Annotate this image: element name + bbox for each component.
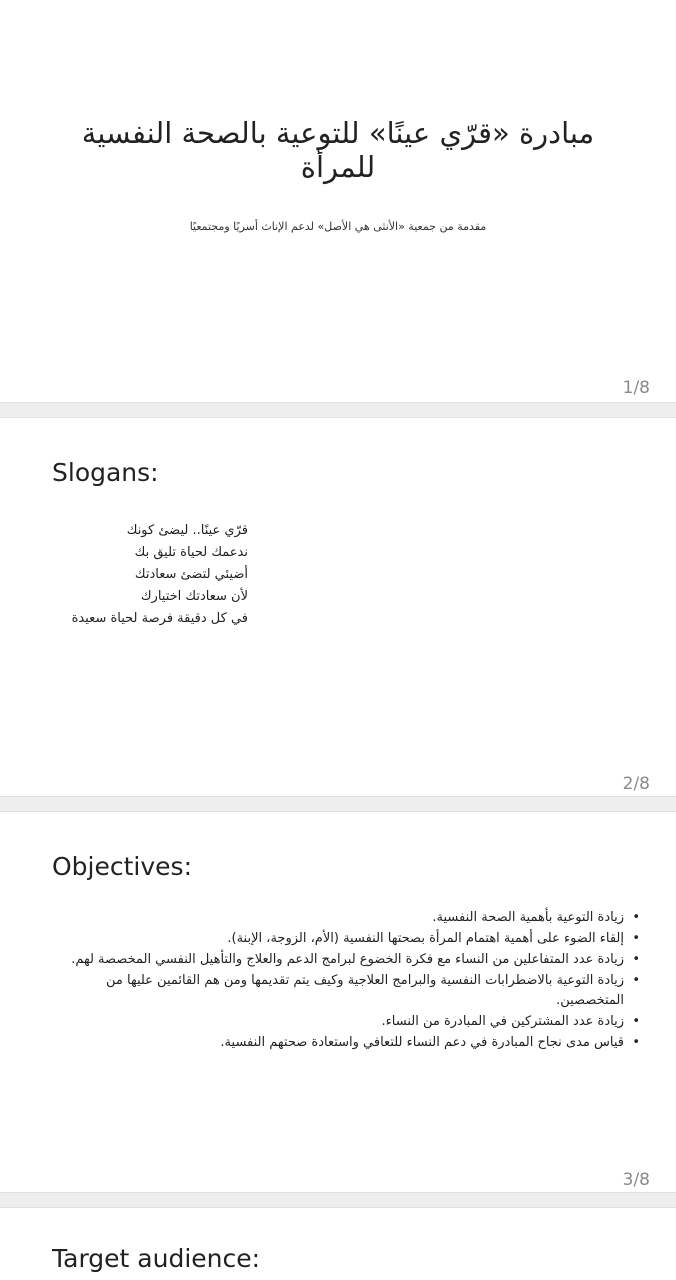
- slogan-item: في كل دقيقة فرصة لحياة سعيدة: [71, 611, 248, 626]
- objective-item: [58, 1033, 640, 1053]
- objective-item: [58, 929, 640, 949]
- subtitle: مقدمة من جمعية «الأنثى هي الأصل» لدعم الإناث أسريًا ومجتمعيًا: [189, 220, 487, 233]
- slogans-heading: Slogans:: [52, 458, 159, 487]
- bullet-icon: •: [632, 1035, 640, 1050]
- page-number: 2/8: [622, 774, 650, 794]
- objective-text: زيادة التوعية بأهمية الصحة النفسية.: [432, 910, 624, 925]
- objective-text: قياس مدى نجاح المبادرة في دعم النساء للتعافي واستعادة صحتهم النفسية.: [220, 1035, 624, 1050]
- page-number: 1/8: [622, 378, 650, 398]
- bullet-icon: •: [632, 931, 640, 946]
- page-number: 3/8: [622, 1170, 650, 1190]
- slogan-item: ندعمك لحياة تليق بك: [134, 545, 248, 560]
- slide-4: [0, 1208, 676, 1280]
- slogan-item: أضيئي لتضئ سعادتك: [134, 567, 248, 582]
- objective-list: [58, 908, 640, 1054]
- bullet-icon: •: [632, 973, 640, 988]
- bullet-icon: •: [632, 910, 640, 925]
- main-title: مبادرة «قرّي عينًا» للتوعية بالصحة النفسية للمرأة: [81, 116, 595, 184]
- objective-item: [58, 950, 640, 970]
- slogan-item: لأن سعادتك اختيارك: [140, 589, 248, 604]
- objectives-heading: Objectives:: [52, 852, 192, 881]
- slide-1: [0, 0, 676, 402]
- objective-item: [58, 1012, 640, 1032]
- objective-text: زيادة التوعية بالاضطرابات النفسية والبرامج العلاجية وكيف يتم تقديمها ومن هم القائمين عليها من المتخصصين.: [106, 973, 624, 1008]
- target-audience-heading: Target audience:: [52, 1244, 261, 1273]
- slogan-list: [52, 520, 452, 630]
- bullet-icon: •: [632, 952, 640, 967]
- objective-text: إلقاء الضوء على أهمية اهتمام المرأة بصحتها النفسية (الأم، الزوجة، الإبنة).: [227, 931, 624, 946]
- bullet-icon: •: [632, 1014, 640, 1029]
- objective-item: [58, 908, 640, 928]
- slide-3: [0, 812, 676, 1192]
- objective-text: زيادة عدد المتفاعلين من النساء مع فكرة الخضوع لبرامج الدعم والعلاج والتأهيل النفسي المخصصة لهم.: [71, 952, 624, 967]
- objective-text: زيادة عدد المشتركين في المبادرة من النساء.: [381, 1014, 624, 1029]
- objective-item: [58, 971, 640, 1011]
- slide-2: [0, 418, 676, 796]
- slogan-item: قرّي عينًا.. ليضئ كونك: [126, 523, 248, 538]
